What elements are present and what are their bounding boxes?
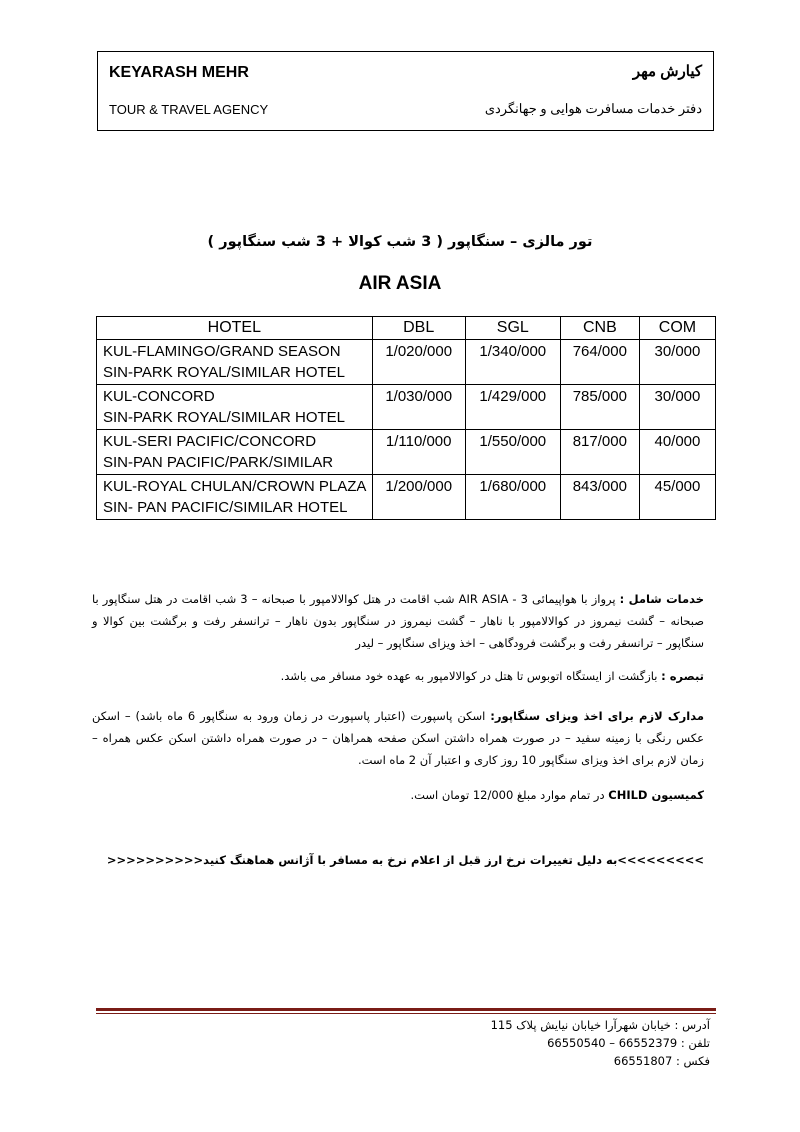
- services-label: خدمات شامل :: [619, 592, 705, 606]
- hotel-cell: [97, 430, 373, 475]
- note-paragraph: [92, 665, 704, 687]
- documents-label: مدارک لازم برای اخذ ویزای سنگاپور:: [490, 709, 704, 723]
- hotel-cell: [97, 385, 373, 430]
- footer-fax: فکس : 66551807: [613, 1054, 710, 1068]
- price-sgl: 1/550/000: [465, 430, 560, 475]
- hotel-kul: KUL-CONCORD: [103, 388, 215, 405]
- company-name-fa: کیارش مهر: [632, 63, 702, 80]
- footer-divider: [96, 1008, 716, 1011]
- price-table: [96, 316, 716, 520]
- price-sgl: 1/340/000: [465, 340, 560, 385]
- hotel-sin: SIN-PARK ROYAL/SIMILAR HOTEL: [103, 409, 345, 426]
- price-cnb: 785/000: [560, 385, 639, 430]
- table-row: [97, 475, 716, 520]
- price-cnb: 817/000: [560, 430, 639, 475]
- footer-phone: تلفن : 66552379 – 66550540: [547, 1036, 710, 1050]
- price-com: 30/000: [639, 385, 715, 430]
- price-com: 30/000: [639, 340, 715, 385]
- services-text: پرواز با هواپیمائی AIR ASIA - 3 شب اقامت در هتل کوالالامپور با صبحانه – 3 شب اقامت در هتل سنگاپور با صبحانه – گشت نیمروز در کوالالامپور با ناهار – گشت نیمروز در سنگاپور بدون ناهار – ترانسفر رفت و برگشت بین کوالا و سنگاپور – ترانسفر رفت و برگشت فرودگاهی – اخذ ویزای سنگاپور – لیدر: [92, 592, 704, 650]
- price-dbl: 1/020/000: [372, 340, 465, 385]
- price-dbl: 1/030/000: [372, 385, 465, 430]
- table-row: [97, 430, 716, 475]
- footer-address: آدرس : خیابان شهرآرا خیابان نیایش پلاک 115: [490, 1018, 710, 1032]
- hotel-sin: SIN-PARK ROYAL/SIMILAR HOTEL: [103, 364, 345, 381]
- exchange-rate-warning: >>>>>>>>>به دلیل تغییرات نرخ ارز قبل از اعلام نرخ به مسافر با آژانس هماهنگ کنید<<<<<<<<<<: [106, 853, 704, 867]
- tour-title: تور مالزی – سنگاپور ( 3 شب کوالا + 3 شب سنگاپور ): [207, 234, 593, 250]
- hotel-kul: KUL-SERI PACIFIC/CONCORD: [103, 433, 317, 450]
- price-dbl: 1/200/000: [372, 475, 465, 520]
- hotel-cell: [97, 340, 373, 385]
- table-row: [97, 340, 716, 385]
- child-commission: [92, 784, 704, 806]
- price-com: 45/000: [639, 475, 715, 520]
- commission-label: کمیسیون CHILD: [608, 788, 704, 802]
- airline-name: AIR ASIA: [358, 273, 442, 294]
- price-sgl: 1/429/000: [465, 385, 560, 430]
- visa-documents: [92, 705, 704, 771]
- price-cnb: 764/000: [560, 340, 639, 385]
- price-dbl: 1/110/000: [372, 430, 465, 475]
- footer-divider-thin: [96, 1013, 716, 1014]
- hotel-kul: KUL-FLAMINGO/GRAND SEASON: [103, 343, 341, 360]
- hotel-cell: [97, 475, 373, 520]
- header-cnb: CNB: [560, 317, 639, 340]
- company-name-en: KEYARASH MEHR: [109, 64, 249, 81]
- note-text: بازگشت از ایستگاه اتوبوس تا هتل در کوالالامپور به عهده خود مسافر می باشد.: [280, 669, 658, 683]
- agency-type-en: TOUR & TRAVEL AGENCY: [109, 102, 269, 117]
- header-dbl: DBL: [372, 317, 465, 340]
- header-hotel: HOTEL: [97, 317, 373, 340]
- price-sgl: 1/680/000: [465, 475, 560, 520]
- note-label: تبصره :: [661, 669, 704, 683]
- table-header-row: [97, 317, 716, 340]
- hotel-sin: SIN-PAN PACIFIC/PARK/SIMILAR: [103, 454, 334, 471]
- price-cnb: 843/000: [560, 475, 639, 520]
- header-sgl: SGL: [465, 317, 560, 340]
- footer-contact: [491, 1016, 710, 1070]
- included-services: [92, 588, 704, 654]
- documents-text: اسکن پاسپورت (اعتبار پاسپورت در زمان ورود به سنگاپور 6 ماه باشد) – اسکن عکس رنگی با زمینه سفید – در صورت همراه داشتن اسکن صفحه همراهان – در صورت همراه داشتن اسکن عکس همراه – زمان لازم برای اخذ ویزای سنگاپور 10 روز کاری و اعتبار آن 2 ماه است.: [92, 709, 704, 767]
- table-row: [97, 385, 716, 430]
- letterhead-box: [97, 51, 714, 131]
- agency-type-fa: دفتر خدمات مسافرت هوایی و جهانگردی: [484, 101, 702, 116]
- price-com: 40/000: [639, 430, 715, 475]
- hotel-sin: SIN- PAN PACIFIC/SIMILAR HOTEL: [103, 499, 348, 516]
- commission-text: در تمام موارد مبلغ 12/000 تومان است.: [410, 788, 605, 802]
- hotel-kul: KUL-ROYAL CHULAN/CROWN PLAZA: [103, 478, 367, 495]
- header-com: COM: [639, 317, 715, 340]
